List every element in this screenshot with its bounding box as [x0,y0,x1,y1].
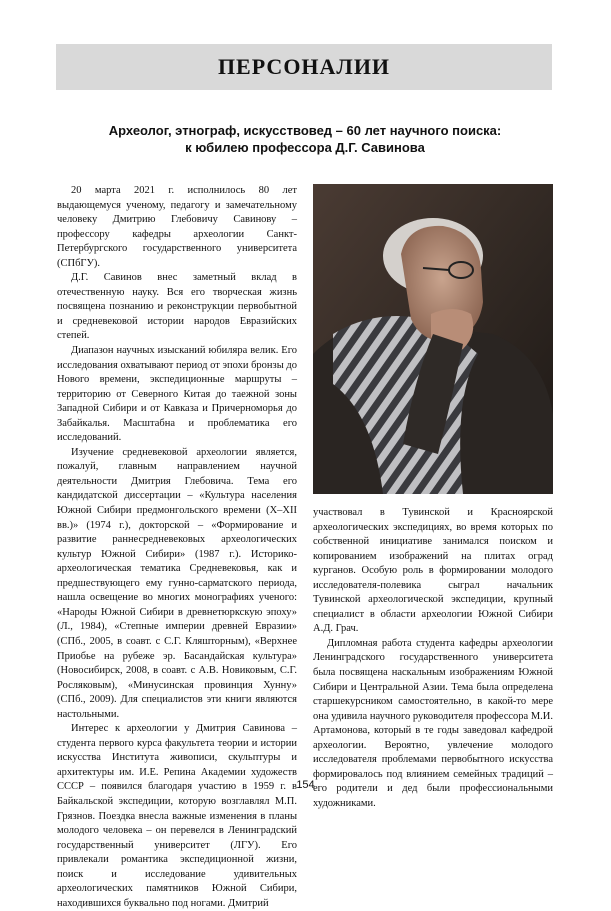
article-title-line-1: Археолог, этнограф, искусствовед – 60 лет научного поиска: [108,123,502,138]
paragraph: Дипломная работа студента кафедры археологии Ленинградского государственного университета была посвящена наскальным изображениям Южной Сибири и Центральной Азии. Тема была определена старшекурсником самостоятельно, в какой-то мере она удивила научного руководителя профессора М.И. Артамонова, который в те годы заведовал кафедрой археологии. Вероятно, увлечение молодого исследователя проблемами первобытного искусства формировалось под влиянием семейных традиций – его родители и дед были профессиональными художниками. [313,637,553,809]
paragraph: участвовал в Тувинской и Красноярской археологических экспедициях, во время которых по собственной инициативе занимался поиском и копированием изображений на плитах оград курганов. Особую роль в формировании молодого исследователя-полевика сыграл начальник Тувинской археологической экспедиции, крупный специалист в области археологии Южной Сибири А.Д. Грач. [313,507,553,635]
right-column [313,506,553,811]
paragraph: Изучение средневековой археологии является, пожалуй, главным направлением научной деятельности Дмитрия Глебовича. Тема его кандидатской диссертации – «Культура населения Южной Сибири предмонгольского времени (X–XII вв.)» (1974 г.), докторской – «Формирование и развитие раннесредневековых археологических культур Южной Сибири» (1987 г.). Историко-археологическая тематика Средневековья, как и предшествующего ему гунно-сарматского периода, нашла освещение во многих монографиях ученого: «Народы Южной Сибири в древнетюркскую эпоху» (Л., 1984), «Степные империи древней Евразии» (СПб., 2005, в соавт. с С.Г. Кляшторным), «Верхнее Приобье на рубеже эр. Басандайская культура» (Новосибирск, 2008, в соавт. с А.В. Новиковым, С.Г. Росляковым), «Минусинская провинция Хунну» (СПб., 2009). Для специалистов эти книги являются настольными. [57,446,297,720]
paragraph: 20 марта 2021 г. исполнилось 80 лет выдающемуся ученому, педагогу и замечательному человеку Дмитрию Глебовичу Савинову – профессору кафедры археологии Санкт-Петербургского государственного университета (СПбГУ). [57,185,297,269]
article-title-line-2: к юбилею профессора Д.Г. Савинова [185,140,425,155]
paragraph: Интерес к археологии у Дмитрия Савинова – студента первого курса факультета теории и истории искусства Института живописи, скульптуры и архитектуры им. И.Е. Репина Академии художеств СССР – появился благодаря участию в 1959 г. в Байкальской экспедиции, которую возглавлял М.П. Грязнов. Поездка внесла важные изменения в планы молодого человека – он перевелся в Ленинградский государственный университет (ЛГУ). Его привлекали романтика экспедиционной жизни, поиск и исследование удивительных археологических памятников Южной Сибири, находившихся буквально под ногами. Дмитрий [57,723,297,909]
paragraph: Диапазон научных изысканий юбиляра велик. Его исследования охватывают период от эпохи бронзы до Нового времени, экспедиционные маршруты – территорию от Северного Китая до таежной зоны Западной Сибири и от Кавказа и Причерноморья до Забайкалья. Масштабна и проблематика его исследований. [57,345,297,444]
paragraph: Д.Г. Савинов внес заметный вклад в отечественную науку. Вся его творческая жизнь посвящена познанию и реконструкции первобытной и средневековой истории народов Евразийских степей. [57,272,297,342]
portrait-illustration [313,184,553,494]
section-title: ПЕРСОНАЛИИ [217,54,391,79]
article-title [80,122,530,156]
left-column [57,184,297,911]
portrait-photo [313,184,553,494]
page-number: 154 [296,779,315,791]
